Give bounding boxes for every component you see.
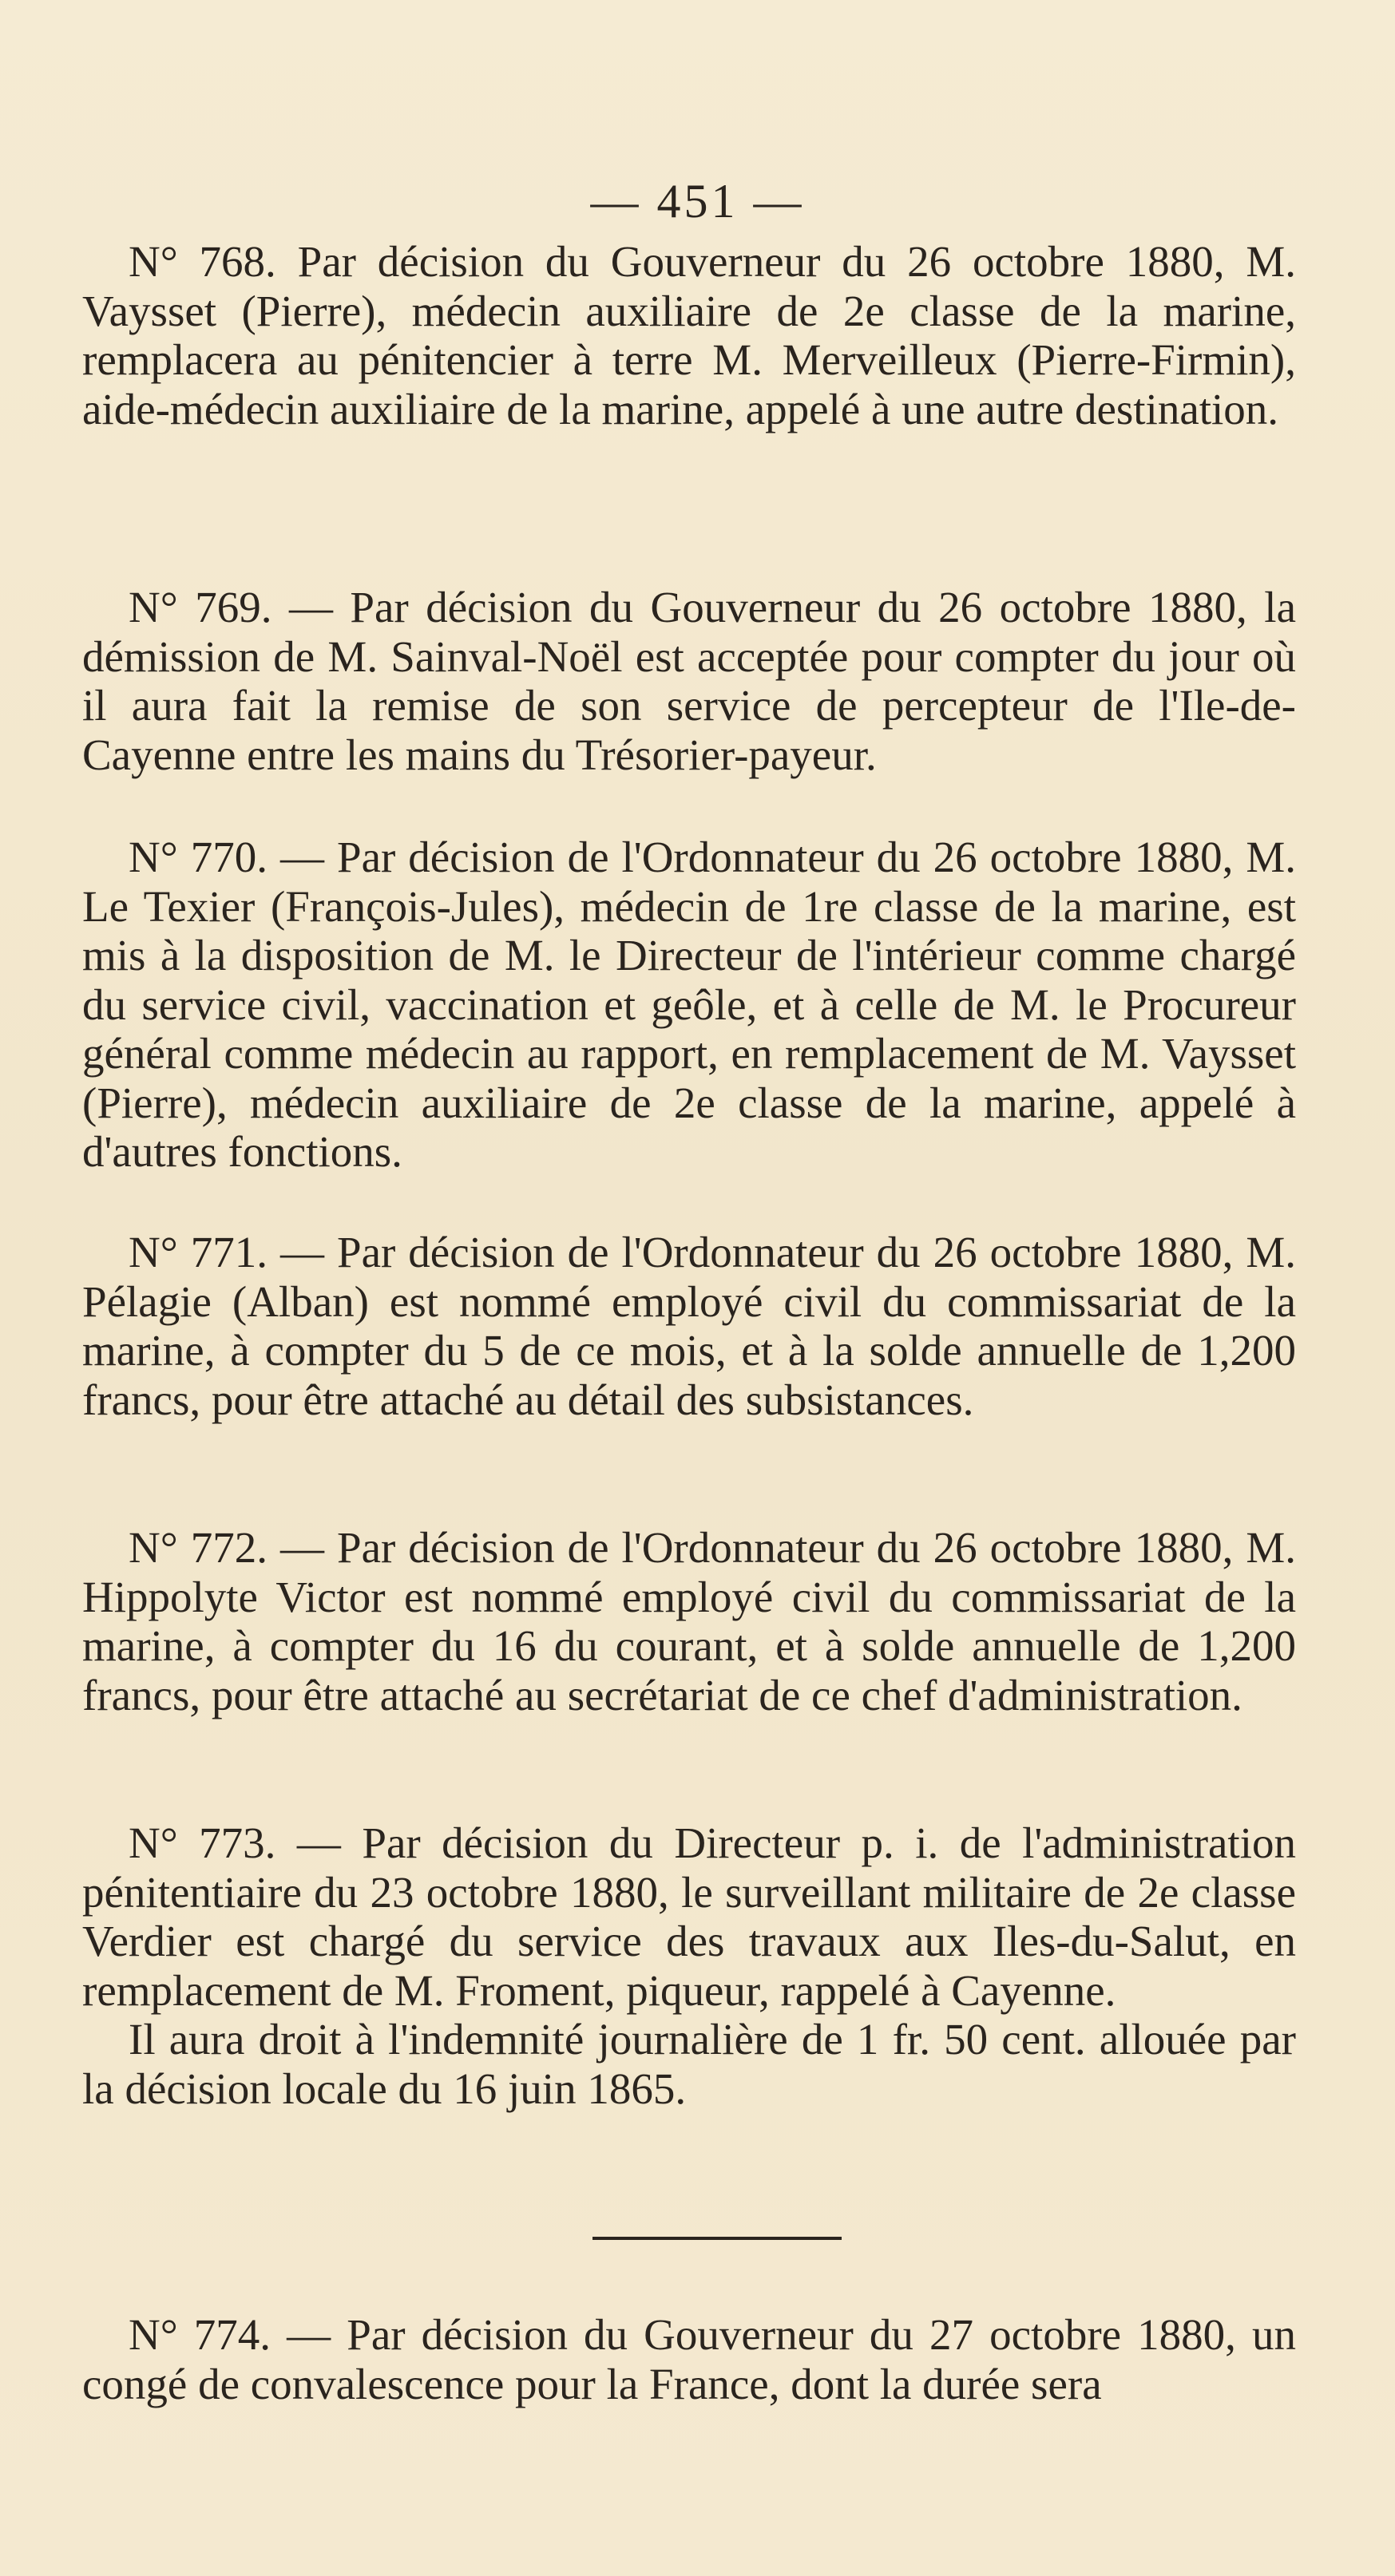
entry-paragraph: N° 774. — Par décision du Gouverneur du 27 octobre 1880, un congé de convalescence pour la France, dont la durée sera	[82, 2310, 1296, 2408]
entry-771	[82, 1228, 1296, 1424]
entry-769	[82, 583, 1296, 779]
entry-paragraph: N° 768. Par décision du Gouverneur du 26 octobre 1880, M. Vaysset (Pierre), médecin auxiliaire de 2e classe de la marine, remplacera au pénitencier à terre M. Merveilleux (Pierre-Firmin), aide-médecin auxiliaire de la marine, appelé à une autre destination.	[82, 237, 1296, 433]
entry-paragraph: N° 773. — Par décision du Directeur p. i. de l'administration pénitentiaire du 23 octobre 1880, le surveillant militaire de 2e classe Verdier est chargé du service des travaux aux Iles-du-Salut, en remplacement de M. Froment, piqueur, rappelé à Cayenne.	[82, 1818, 1296, 2015]
page-number: — 451 —	[590, 175, 805, 228]
entry-paragraph: N° 769. — Par décision du Gouverneur du 26 octobre 1880, la démission de M. Sainval-Noël est acceptée pour compter du jour où il aura fait la remise de son service de percepteur de l'Ile-de-Cayenne entre les mains du Trésorier-payeur.	[82, 583, 1296, 779]
entry-paragraph-continuation: Il aura droit à l'indemnité journalière de 1 fr. 50 cent. allouée par la décision locale du 16 juin 1865.	[82, 2015, 1296, 2113]
entry-772	[82, 1523, 1296, 1719]
entry-paragraph: N° 772. — Par décision de l'Ordonnateur du 26 octobre 1880, M. Hippolyte Victor est nommé employé civil du commissariat de la marine, à compter du 16 du courant, et à solde annuelle de 1,200 francs, pour être attaché au secrétariat de ce chef d'administration.	[82, 1523, 1296, 1719]
entry-paragraph: N° 771. — Par décision de l'Ordonnateur du 26 octobre 1880, M. Pélagie (Alban) est nommé employé civil du commissariat de la marine, à compter du 5 de ce mois, et à la solde annuelle de 1,200 francs, pour être attaché au détail des subsistances.	[82, 1228, 1296, 1424]
entry-770	[82, 833, 1296, 1177]
entry-768	[82, 237, 1296, 433]
section-divider	[592, 2237, 842, 2240]
entry-paragraph: N° 770. — Par décision de l'Ordonnateur du 26 octobre 1880, M. Le Texier (François-Jules), médecin de 1re classe de la marine, est mis à la disposition de M. le Directeur de l'intérieur comme chargé du service civil, vaccination et geôle, et à celle de M. le Procureur général comme médecin au rapport, en remplacement de M. Vaysset (Pierre), médecin auxiliaire de 2e classe de la marine, appelé à d'autres fonctions.	[82, 833, 1296, 1176]
entry-774	[82, 2310, 1296, 2408]
entry-773	[82, 1818, 1296, 2113]
